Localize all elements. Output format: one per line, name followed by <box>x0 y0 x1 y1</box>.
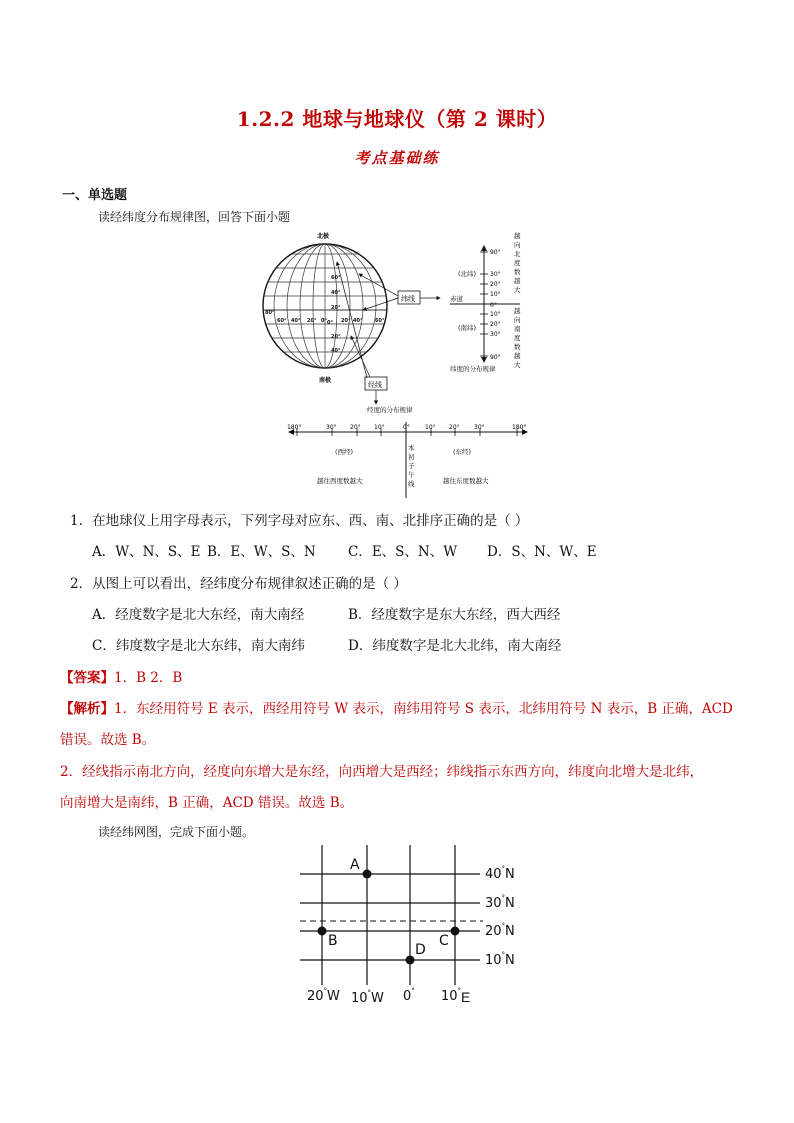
north-increase-char: 越 <box>514 232 521 240</box>
lon-tick: 10° <box>374 424 385 431</box>
lat-lon-distribution-figure <box>255 226 545 502</box>
south-increase-char: 越 <box>514 307 521 315</box>
point-d <box>406 956 415 965</box>
globe-lon-label: 20° <box>341 318 351 324</box>
answer-text: 1．B 2．B <box>114 670 183 686</box>
lon-tick: 30° <box>326 424 337 431</box>
south-increase-char: 数 <box>514 343 521 351</box>
lat-label-30: 30°N <box>485 894 515 911</box>
lon-tick: 20° <box>449 424 460 431</box>
longitude-scale <box>287 422 527 498</box>
lon-tick: 30° <box>474 424 485 431</box>
south-increase-char: 南 <box>514 325 521 333</box>
globe-lon-label: 40° <box>353 318 363 324</box>
globe-lat-label: 40° <box>331 348 341 354</box>
analysis-line-4: 向南增大是南纬，B 正确，ACD 错误。故选 B。 <box>60 795 354 811</box>
q2-option-b: B．经度数字是东大东经，西大西经 <box>348 607 561 623</box>
prime-meridian-char: 线 <box>408 480 415 488</box>
lon-label-10w: 10°W <box>351 989 384 1006</box>
north-increase-char: 数 <box>514 268 521 276</box>
q2-option-a: A．经度数字是北大东经，南大南经 <box>92 607 305 623</box>
q2-option-c: C．纬度数字是北大东纬，南大南纬 <box>92 638 305 654</box>
point-c-label: C <box>439 933 449 949</box>
answer-label: 【答案】 <box>60 670 114 686</box>
latitude-scale <box>450 231 521 373</box>
prime-meridian-char: 初 <box>408 453 415 461</box>
lat-tick: 10° <box>490 311 501 318</box>
south-increase-char: 大 <box>514 361 521 369</box>
north-lat-label: (北纬) <box>458 270 477 278</box>
lon-label-20w: 20°W <box>307 987 340 1004</box>
east-increase-label: 越往东度数越大 <box>443 477 489 485</box>
south-increase-char: 度 <box>514 334 521 342</box>
point-b-label: B <box>328 933 338 949</box>
analysis-line-2: 错误。故选 B。 <box>60 732 156 748</box>
north-pole-label: 北极 <box>317 233 330 240</box>
section-heading: 一、单选题 <box>62 188 128 203</box>
lat-tick: 0° <box>490 302 497 309</box>
north-increase-char: 大 <box>514 286 521 294</box>
q1-option-a: A．W、N、S、E <box>92 544 201 560</box>
lat-tick: 30° <box>490 331 501 338</box>
equator-label: 赤道 <box>450 295 463 303</box>
north-increase-char: 越 <box>514 277 521 285</box>
lat-tick: 90° <box>490 354 501 361</box>
lon-tick: 180° <box>512 424 527 431</box>
jingxian-label: 经线 <box>368 381 382 389</box>
q2-option-d: D．纬度数字是北大北纬，南大南经 <box>348 638 562 654</box>
lon-tick: 10° <box>425 424 436 431</box>
answer-line <box>60 666 182 686</box>
south-increase-char: 越 <box>514 352 521 360</box>
north-increase-char: 度 <box>514 259 521 267</box>
page-subtitle: 考点基础练 <box>354 149 440 167</box>
lon-tick: 20° <box>350 424 361 431</box>
analysis-line-3: 2．经线指示南北方向，经度向东增大是东经，向西增大是西经；纬线指示东西方向，纬度向北增大是北纬， <box>60 764 704 780</box>
point-b <box>318 927 327 936</box>
question-2-stem: 2．从图上可以看出，经纬度分布规律叙述正确的是（ ） <box>70 576 407 592</box>
globe-lat-label: 60° <box>331 275 341 281</box>
west-increase-label: 越往西度数越大 <box>317 477 363 485</box>
lat-label-20: 20°N <box>485 922 515 939</box>
analysis-line-1 <box>60 697 733 717</box>
q1-option-b: B．E、W、S、N <box>207 544 316 560</box>
east-lon-label: (东经) <box>453 448 472 456</box>
globe-lat-label: 20° <box>331 305 341 311</box>
analysis-1-text: 1．东经用符号 E 表示，西经用符号 W 表示，南纬用符号 S 表示，北纬用符号 N 表示，B 正确，ACD <box>114 701 733 717</box>
globe-lon-label: 20° <box>307 318 317 324</box>
south-increase-char: 向 <box>514 316 521 324</box>
lat-tick: 10° <box>490 291 501 298</box>
globe-lat-label: 20° <box>331 334 341 340</box>
prime-meridian-char: 子 <box>408 462 415 470</box>
globe-lat-label: 0° <box>327 320 333 326</box>
lat-tick: 90° <box>490 249 501 256</box>
globe-lon-label: 0° <box>321 318 327 324</box>
point-a-label: A <box>350 857 360 873</box>
globe-lon-label: 40° <box>291 318 301 324</box>
point-c <box>451 927 460 936</box>
lat-tick: 20° <box>490 281 501 288</box>
analysis-label: 【解析】 <box>60 701 114 717</box>
prime-meridian-char: 本 <box>408 444 415 452</box>
south-pole-label: 南极 <box>319 377 332 384</box>
north-increase-char: 向 <box>514 241 521 249</box>
globe-lon-label: 60° <box>277 318 287 324</box>
intro-text-2: 读经纬网图，完成下面小题。 <box>98 825 255 839</box>
weixian-label: 纬线 <box>401 295 415 303</box>
lat-tick: 20° <box>490 321 501 328</box>
lat-label-40: 40°N <box>485 865 515 882</box>
lat-label-10: 10°N <box>485 951 515 968</box>
west-lon-label: (西经) <box>335 448 354 456</box>
point-d-label: D <box>415 942 426 958</box>
graticule-figure <box>295 845 535 1010</box>
question-1-stem: 1．在地球仪上用字母表示，下列字母对应东、西、南、北排序正确的是（ ） <box>70 513 529 529</box>
lat-rule-caption: 纬度的分布规律 <box>450 365 496 373</box>
lon-label-0: 0° <box>403 987 415 1004</box>
lon-tick: 180° <box>287 424 302 431</box>
point-a <box>363 870 372 879</box>
north-increase-char: 北 <box>514 250 521 258</box>
intro-text-1: 读经纬度分布规律图，回答下面小题 <box>98 210 291 224</box>
q1-option-d: D．S、N、W、E <box>487 544 597 560</box>
globe-lon-label: 80° <box>265 310 275 316</box>
lon-tick: 0° <box>403 424 410 431</box>
q1-option-c: C．E、S、N、W <box>348 544 458 560</box>
globe-lat-label: 40° <box>331 290 341 296</box>
prime-meridian-char: 午 <box>408 471 415 479</box>
south-lat-label: (南纬) <box>458 324 477 332</box>
page-title: 1.2.2 地球与地球仪（第 2 课时） <box>236 107 558 131</box>
globe-lon-label: 60° <box>375 318 385 324</box>
lat-tick: 30° <box>490 271 501 278</box>
lon-rule-caption: 经度的分布规律 <box>367 406 413 414</box>
lon-label-10e: 10°E <box>441 987 471 1005</box>
